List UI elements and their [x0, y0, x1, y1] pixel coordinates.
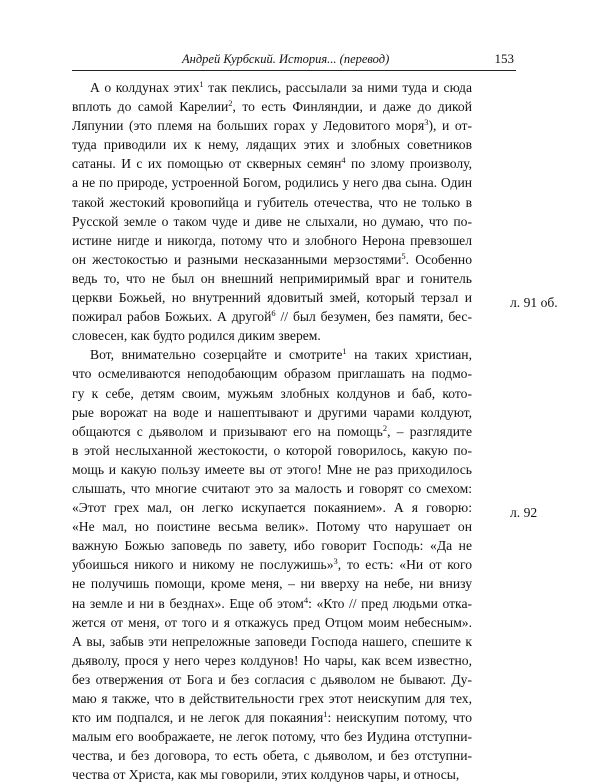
text-line — [72, 479, 472, 498]
footnote-marker: 3 — [424, 117, 429, 128]
text-line — [72, 384, 472, 403]
text-run: А вы, забыв эти непреложные заповеди Господа нашего, спешите к — [72, 633, 472, 649]
text-run: : «Кто // пред людьми отка- — [308, 595, 473, 611]
text-line — [72, 403, 472, 422]
text-run: чества, и без договора, то есть обета, с дьяволом, и без отступни- — [72, 748, 472, 764]
text-run: рые ворожат на воде и нашептывают и другими чарами колдуют, — [72, 404, 472, 420]
text-run: кто им подпался, и не легок для покаяния — [72, 710, 324, 726]
text-line — [72, 746, 472, 765]
text-line — [72, 460, 472, 479]
text-line — [72, 517, 472, 536]
text-run: сатаны. И с их помощью от скверных семян — [72, 156, 342, 172]
text-line — [72, 422, 472, 441]
text-run: А о колдунах этих — [90, 80, 200, 95]
text-line — [72, 708, 472, 727]
text-line — [72, 173, 472, 192]
text-run: общаются с дьяволом и призывают его на помощь — [72, 423, 383, 439]
text-run: на таких христиан, — [346, 347, 472, 363]
text-line — [72, 345, 472, 364]
text-line — [72, 307, 472, 326]
text-line — [72, 250, 472, 269]
text-line — [72, 154, 472, 173]
footnote-marker: 4 — [341, 155, 346, 166]
text-run: слышать, что многие считают это за малость и говорят со смехом: — [72, 480, 472, 496]
text-line — [72, 135, 472, 154]
text-line — [72, 632, 472, 651]
text-run: «Не мал, но поистине весьма велик». Потому что нарушает он — [72, 519, 472, 535]
footnote-marker: 1 — [342, 346, 347, 357]
text-run: : неискупим потому, что — [327, 710, 472, 726]
text-line — [72, 670, 472, 689]
text-run: важную Божью заповедь по завету, ибо говорит Господь: «Да не — [72, 538, 472, 554]
footnote-marker: 1 — [199, 79, 204, 89]
footnote-marker: 4 — [303, 594, 309, 605]
text-line — [72, 594, 472, 613]
text-run: на земле и ни в безднах». Еще об этом — [72, 595, 304, 611]
page-number: 153 — [494, 51, 514, 66]
text-line — [72, 727, 472, 746]
text-run: // был безумен, без памяти, бес- — [275, 309, 472, 325]
text-line — [72, 364, 472, 383]
text-run: Ляпунии (это племя на больших горах у Ледовитого моря — [72, 118, 425, 134]
footnote-marker: 2 — [228, 98, 233, 109]
text-line — [72, 613, 472, 632]
text-line — [72, 269, 472, 288]
text-run: , – разглядите — [387, 423, 472, 439]
text-run: дьяволу, прося у него через колдунов! Но чары, как всем известно, — [72, 652, 472, 668]
margin-note-folio: л. 91 об. — [510, 295, 558, 310]
text-line — [72, 193, 472, 212]
text-run: мощь и какую пользу имеете вы от этого! Мне не раз приходилось — [72, 461, 472, 477]
text-run: . Особенно — [405, 251, 472, 267]
text-run: вплоть до самой Карелии — [72, 99, 229, 115]
text-run: ), и от- — [428, 118, 472, 134]
text-run: малым его воображаете, не легок потому, что без Иудина отступни- — [72, 729, 472, 745]
text-run: маю я также, что в действительности грех этот неискупим для тех, — [72, 691, 472, 706]
text-run: в этой неслыханной жестокости, о которой говорилось, какую по- — [72, 442, 472, 458]
running-header — [72, 50, 516, 71]
footnote-marker: 3 — [333, 556, 338, 567]
text-line — [72, 326, 472, 345]
text-run: церкви Божьей, но внутренний ядовитый змей, который терзал и — [72, 290, 472, 306]
footnote-marker: 1 — [323, 709, 328, 720]
text-run: что осмеливаются неподобающим образом приглашать на подмо- — [72, 366, 472, 382]
text-run: убоишься никого и никому не послужишь» — [72, 557, 334, 573]
text-run: ведь то, что не был он внешний непримиримый враг и гонитель — [72, 270, 472, 286]
text-run: , то есть Финляндии, и даже до дикой — [232, 99, 472, 115]
text-line — [72, 555, 472, 574]
text-run: Русской земле о таком чуде и диве не слыхали, но думаю, что по- — [72, 213, 472, 229]
text-line — [72, 689, 472, 708]
text-run: так пеклись, рассылали за ними туда и сюда — [203, 80, 472, 95]
text-run: он жестокостью и разными несказанными мерзостями — [72, 251, 402, 267]
text-line — [72, 765, 472, 784]
text-line — [72, 78, 472, 97]
text-line — [72, 574, 472, 593]
running-title: Андрей Курбский. История... (перевод) — [182, 52, 390, 66]
text-run: пожирал рабов Божьих. А другой — [72, 309, 272, 325]
footnote-marker: 6 — [271, 308, 276, 319]
text-line — [72, 441, 472, 460]
margin-note-folio: л. 92 — [510, 505, 538, 520]
text-run: такой жестокий кровопийца и губитель отечества, что не только в — [72, 194, 472, 210]
text-run: чества от Христа, как мы говорили, этих колдунов чары, и относы, — [72, 767, 460, 783]
text-run: гу к себе, детям своим, мужьям злобных колдунов и баб, кото- — [72, 385, 472, 401]
text-run: а не по природе, устроенной Богом, родились у него два сына. Один — [72, 175, 472, 191]
text-run: истине нигде и никогда, потому что и злобного Нерона превзошел — [72, 232, 472, 248]
text-run: жется от меня, от того и я откажусь пред Отцом моим небесным». — [72, 614, 472, 630]
text-run: не получишь помощи, кроме меня, – ни вверху на небе, ни внизу — [72, 576, 472, 592]
text-line — [72, 498, 472, 517]
text-line — [72, 288, 472, 307]
body-text — [72, 78, 472, 784]
footnote-marker: 2 — [382, 422, 388, 433]
text-line — [72, 651, 472, 670]
text-run: «Этот грех мал, он легко искупается покаянием». А я говорю: — [72, 500, 472, 516]
text-run: , то есть: «Ни от кого — [337, 557, 472, 573]
text-run: без отвержения от Бога и без согласия с дьяволом не бывают. Ду- — [72, 671, 472, 687]
text-run: словесен, как будто родился диким зверем. — [72, 328, 321, 344]
text-line — [72, 231, 472, 250]
text-run: по злому произволу, — [345, 156, 472, 172]
footnote-marker: 5 — [401, 250, 406, 261]
text-run: туда приводили их к нему, лядащих этих и злобных советников — [72, 137, 472, 153]
text-line — [72, 97, 472, 116]
text-run: Вот, внимательно созерцайте и смотрите — [90, 347, 343, 363]
text-line — [72, 212, 472, 231]
text-line — [72, 116, 472, 135]
text-line — [72, 536, 472, 555]
